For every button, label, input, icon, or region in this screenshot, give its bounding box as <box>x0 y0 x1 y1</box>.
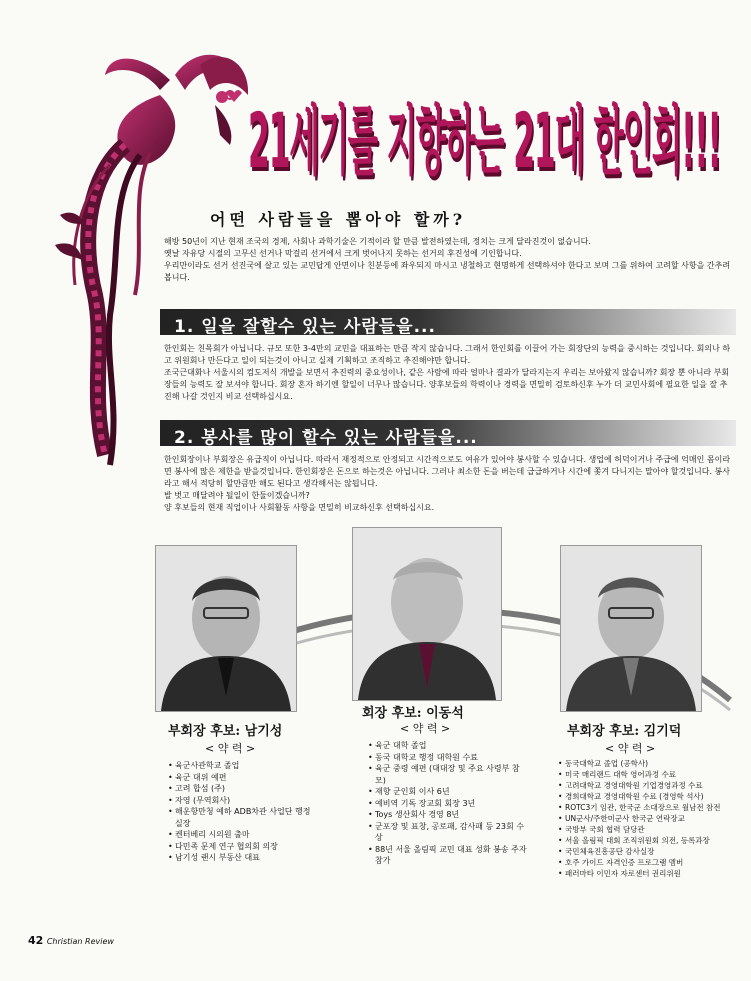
list-item: • 예비역 기독 장교회 회장 3년 <box>368 798 528 810</box>
subheading: 어떤 사람들을 뽑아야 할까? <box>210 210 467 229</box>
paragraph: 양 후보들의 현재 직업이나 사회활동 사항을 면밀히 비교하신후 선택하십시요. <box>164 503 435 512</box>
candidate-career-list <box>168 760 318 864</box>
candidate-title: 부회장 후보: 남기성 <box>168 724 283 739</box>
section-1-body <box>164 343 734 403</box>
list-item: • 남기성 랜시 부동산 대표 <box>168 852 318 864</box>
list-item: • 호주 가이드 자격인증 프로그램 멤버 <box>558 857 748 868</box>
portrait-photo <box>352 527 502 701</box>
paragraph: 한인회는 친목회가 아닙니다. 규모 또한 3-4만의 교민을 대표하는 만큼 작지 않습니다. 그래서 한인회를 이끌어 가는 회장단의 능력을 중시하는 것입니다. 회의나 하고 위원회나 만든다고 일이 되는것이 아니고 실제 기획하고 조직하고 추진해야만 합니다. <box>164 344 731 365</box>
candidate-subtitle: < 약 력 > <box>205 742 256 755</box>
intro-text <box>164 236 734 284</box>
list-item: • 자영 (무역회사) <box>168 795 318 807</box>
list-item: • 88년 서울 올림픽 교민 대표 성화 봉송 주자참가 <box>368 844 528 867</box>
section-1-title: 1. 일을 잘할수 있는 사람들을... <box>174 317 436 337</box>
section-2-body <box>164 454 734 514</box>
section-2-title: 2. 봉사를 많이 할수 있는 사람들을... <box>174 428 478 448</box>
list-item: • 육군사관학교 졸업 <box>168 760 318 772</box>
list-item: • 국방부 국회 협력 담당관 <box>558 824 748 835</box>
page-number: 42 <box>28 934 44 947</box>
list-item: • Toys 생산회사 경영 8년 <box>368 809 528 821</box>
candidate-subtitle: < 약 력 > <box>400 722 451 735</box>
section-1-header <box>160 309 736 335</box>
list-item: • ROTC3기 임관, 한국군 소대장으로 월남전 참전 <box>558 802 748 813</box>
list-item: • 군포장 및 표창, 공로패, 감사패 등 23회 수상 <box>368 821 528 844</box>
list-item: • 해운항만청 예하 ADB차관 사업단 행정실장 <box>168 806 318 829</box>
paragraph: 조국근대화나 서울시의 컴도저식 개발을 보면서 추진력의 중요성이나, 같은 사람에 따라 얼마나 결과가 달라지는지 우리는 보아왔지 않습니까? 회장 뿐 아니라 부회장들의 능력도 잘 보셔야 합니다. 회장 혼자 하기엔 할일이 너무나 많습니다. 양후보들의 학력이나 경력을 면밀히 검토하신후 누가 더 교민사회에 필요한 일을 잘 추진해 나갈 것인지 비교 선택하십시요. <box>164 368 730 401</box>
candidate-title: 회장 후보: 이동석 <box>362 706 464 721</box>
section-2-header <box>160 420 736 446</box>
list-item: • UN군사/주한미군사 한국군 연락장교 <box>558 813 748 824</box>
list-item: • 국민체육진흥공단 감사실장 <box>558 846 748 857</box>
page-footer <box>28 934 114 947</box>
list-item: • 고려대학교 경영대학원 기업경영과정 수료 <box>558 780 748 791</box>
portrait-photo <box>560 545 702 712</box>
list-item: • 동국대학교 졸업 (공학사) <box>558 758 748 769</box>
list-item: • 패러마타 이민자 자로센터 권리위원 <box>558 868 748 879</box>
list-item: • 미국 매리랜드 대학 영어과정 수료 <box>558 769 748 780</box>
intro-line: 옛날 자유당 시절의 고무신 선거나 막걸리 선거에서 크게 벗어나지 못하는 선거의 후진성에 기인합니다. <box>164 249 522 258</box>
list-item: • 다민족 문제 연구 협의회 의장 <box>168 841 318 853</box>
list-item: • 켄터베리 시의원 출마 <box>168 829 318 841</box>
portrait-photo <box>155 545 297 712</box>
list-item: • 재향 군인회 이사 6년 <box>368 786 528 798</box>
list-item: • 육군 대위 예편 <box>168 772 318 784</box>
paragraph: 발 벗고 매달려야 될일이 한둘이겠습니까? <box>164 491 310 500</box>
paragraph: 한인회장이나 부회장은 유급직이 아닙니다. 따라서 재정적으로 안정되고 시간적으로도 여유가 있어야 봉사할 수 있습니다. 생업에 허덕이거나 주급에 억매인 몸이라면 봉사에 많은 제한을 받을것입니다. 한인회장은 돈으로 하는것은 아닙니다. 그러나 최소한 돈을 버는데 급급하거나 시간에 쫓겨 다니지는 말아야 할것입니다. 봉사라고 해서 적당히 할만큼만 해도 된다고 생각해서는 않됩니다. <box>164 455 731 488</box>
candidate-title: 부회장 후보: 김기덕 <box>567 724 682 739</box>
magazine-name: Christian Review <box>46 937 114 946</box>
candidate-subtitle: < 약 력 > <box>605 742 656 755</box>
candidate-career-list <box>558 758 748 879</box>
intro-line: 해방 50년이 지난 현재 조국의 경제, 사회나 과학기술은 기적이라 할 만큼 발전하였는데, 정치는 크게 달라진것이 없습니다. <box>164 237 591 246</box>
list-item: • 육군 중령 예편 (대대장 및 주요 사령부 참모) <box>368 763 528 786</box>
list-item: • 육군 대학 졸업 <box>368 740 528 752</box>
page-title: 21세기를 지향하는 21대 한인회!!! <box>248 98 721 186</box>
candidate-career-list <box>368 740 528 867</box>
list-item: • 서울 올림픽 대회 조직위원회 의전, 등록과장 <box>558 835 748 846</box>
intro-line: 우리만이라도 선거 선진국에 살고 있는 교민답게 안면이나 친분등에 좌우되지 마시고 냉철하고 현명하게 선택하셔야 한다고 보며 그를 위하여 고려할 사항을 간추려 봅니다. <box>164 261 731 282</box>
list-item: • 경희대학교 경영대학원 수료 (경영학 석사) <box>558 791 748 802</box>
list-item: • 동국 대학교 행정 대학원 수료 <box>368 752 528 764</box>
list-item: • 고려 합섬 (주) <box>168 783 318 795</box>
